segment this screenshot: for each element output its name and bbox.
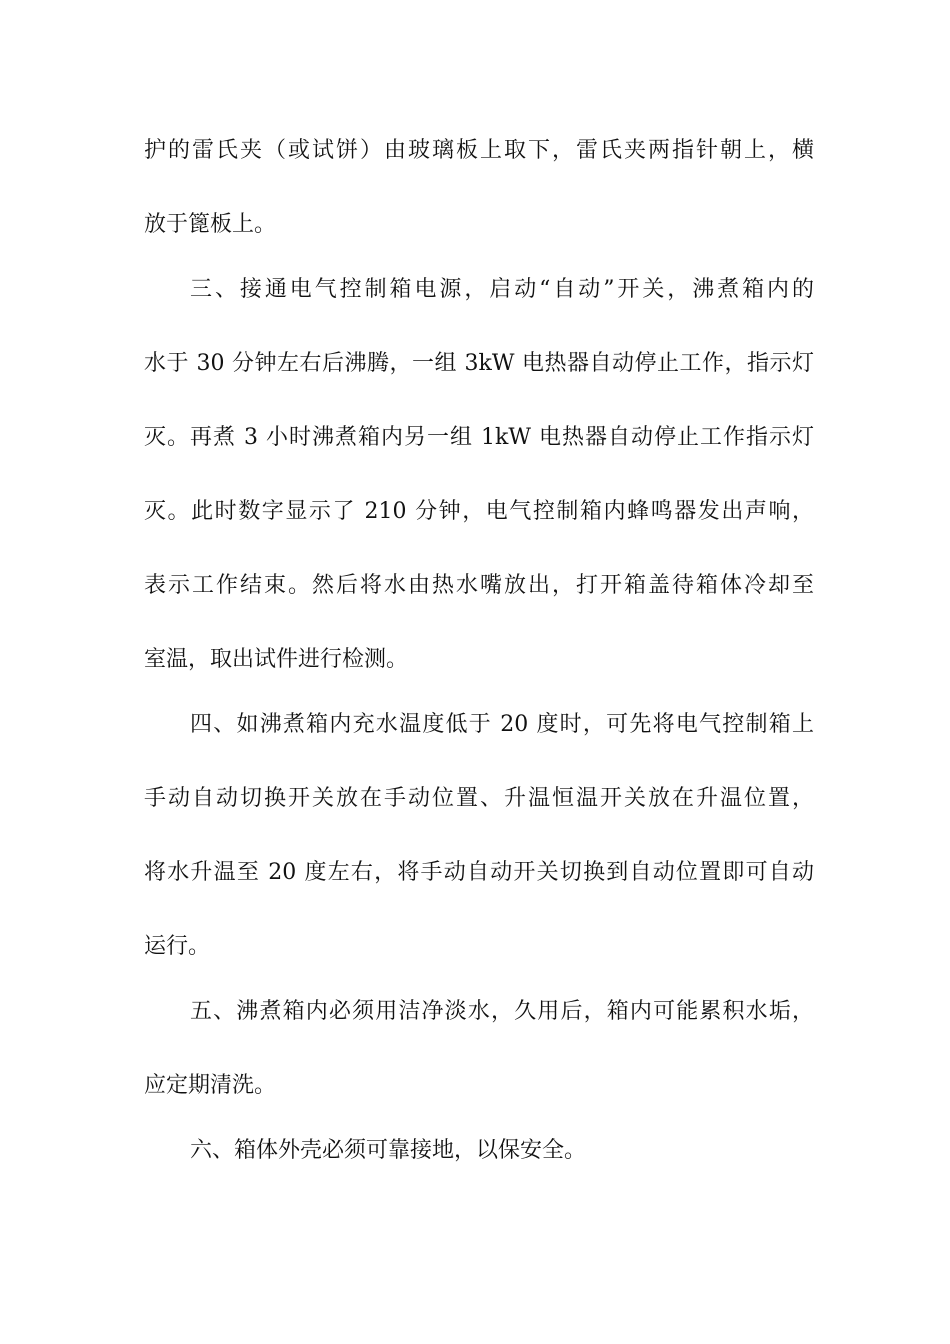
paragraph-start-line: 四、如沸煮箱内充水温度低于 20 度时，可先将电气控制箱上 bbox=[190, 712, 814, 737]
text-line: 手动自动切换开关放在手动位置、升温恒温开关放在升温位置， bbox=[144, 786, 814, 811]
text-line: 运行。 bbox=[144, 934, 211, 959]
text-line: 护的雷氏夹（或试饼）由玻璃板上取下，雷氏夹两指针朝上，横 bbox=[144, 138, 814, 163]
paragraph-start-line: 六、箱体外壳必须可靠接地，以保安全。 bbox=[190, 1138, 587, 1163]
text-line: 表示工作结束。然后将水由热水嘴放出，打开箱盖待箱体冷却至 bbox=[144, 573, 814, 598]
text-line: 将水升温至 20 度左右，将手动自动开关切换到自动位置即可自动 bbox=[144, 860, 814, 885]
text-line: 放于篦板上。 bbox=[144, 212, 277, 237]
paragraph-start-line: 五、沸煮箱内必须用洁净淡水，久用后，箱内可能累积水垢， bbox=[190, 999, 814, 1024]
paragraph-start-line: 三、接通电气控制箱电源，启动“自动”开关，沸煮箱内的 bbox=[190, 277, 814, 302]
text-line: 室温，取出试件进行检测。 bbox=[144, 647, 409, 672]
text-line: 应定期清洗。 bbox=[144, 1073, 277, 1098]
text-line: 水于 30 分钟左右后沸腾，一组 3kW 电热器自动停止工作，指示灯 bbox=[144, 351, 814, 376]
text-line: 灭。此时数字显示了 210 分钟，电气控制箱内蜂鸣器发出声响， bbox=[144, 499, 814, 524]
text-line: 灭。再煮 3 小时沸煮箱内另一组 1kW 电热器自动停止工作指示灯 bbox=[144, 425, 814, 450]
